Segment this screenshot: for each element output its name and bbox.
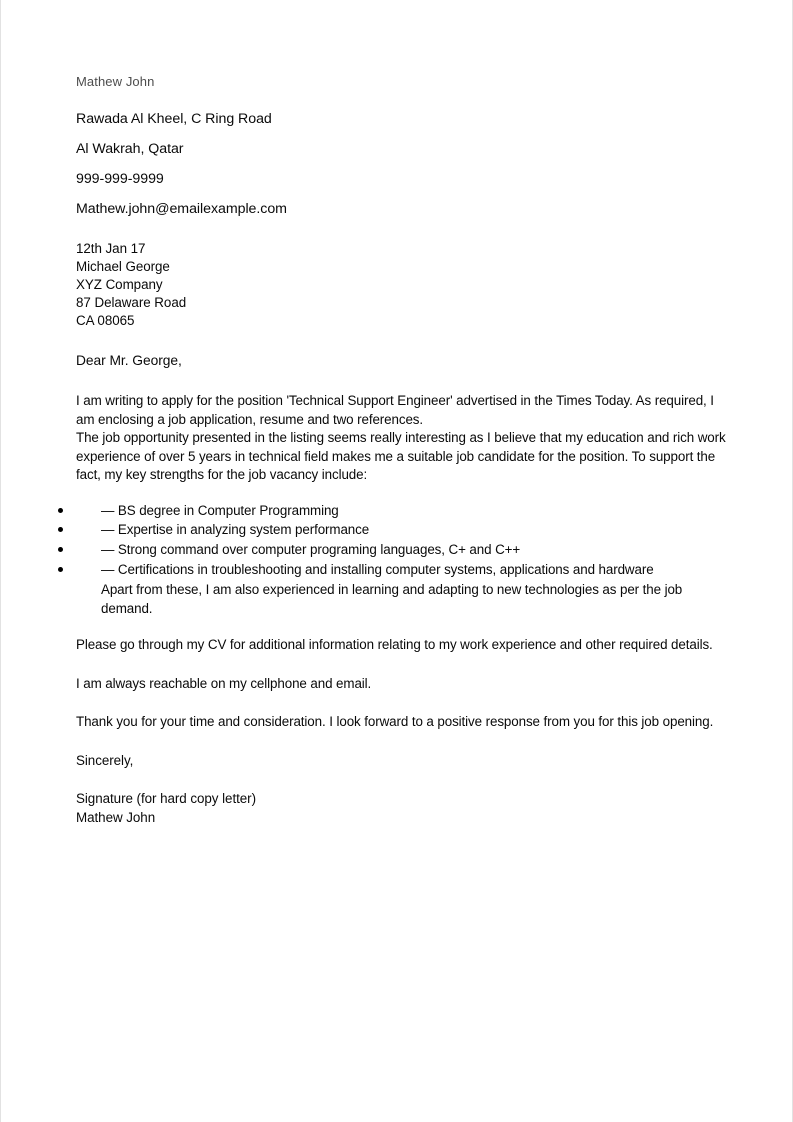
list-item	[76, 501, 726, 521]
list-item-text: — Expertise in analyzing system performance	[101, 522, 370, 538]
signature-note: Signature (for hard copy letter)	[76, 791, 257, 807]
list-item-text: — Strong command over computer programing languages, C+ and C++	[101, 542, 521, 558]
signoff: Sincerely,	[76, 752, 134, 768]
recipient-company: XYZ Company	[76, 277, 163, 292]
sender-city-line: Al Wakrah, Qatar	[76, 141, 184, 157]
document-page	[1, 0, 793, 1122]
letter-date: 12th Jan 17	[76, 241, 146, 256]
sender-address-line: Rawada Al Kheel, C Ring Road	[76, 111, 272, 127]
second-paragraph: The job opportunity presented in the listing seems really interesting as I believe that my education and rich work experience of over 5 years in technical field makes me a suitable job candidate for the position. To support the fact, my key strengths for the job vacancy include:	[76, 430, 726, 482]
list-item	[76, 540, 726, 560]
date-and-recipient-block	[76, 240, 726, 330]
key-strengths-list	[76, 501, 726, 620]
reachable-paragraph: I am always reachable on my cellphone and email.	[76, 675, 372, 691]
cv-paragraph: Please go through my CV for additional information relating to my work experience and other required details.	[76, 637, 713, 653]
bullet-icon	[58, 527, 63, 532]
intro-paragraph: I am writing to apply for the position 'Technical Support Engineer' advertised in the Times Today. As required, I am enclosing a job application, resume and two references.	[76, 393, 714, 427]
sender-email-line: Mathew.john@emailexample.com	[76, 201, 287, 217]
list-item-text: — Certifications in troubleshooting and installing computer systems, applications and hardware	[101, 561, 654, 577]
list-item	[76, 560, 726, 619]
cover-letter	[76, 74, 726, 827]
sender-name-header: Mathew John	[76, 74, 155, 89]
bullet-icon	[58, 508, 63, 513]
bullet-icon	[58, 547, 63, 552]
thanks-paragraph: Thank you for your time and consideration. I look forward to a positive response from you for this job opening.	[76, 714, 714, 730]
list-item	[76, 520, 726, 540]
recipient-street: 87 Delaware Road	[76, 295, 187, 310]
salutation: Dear Mr. George,	[76, 353, 182, 368]
bullet-icon	[58, 567, 63, 572]
recipient-city-zip: CA 08065	[76, 313, 135, 328]
recipient-name: Michael George	[76, 259, 170, 274]
list-item-continuation: Apart from these, I am also experienced in learning and adapting to new technologies as per the job demand.	[101, 581, 683, 617]
intro-block	[76, 392, 726, 485]
signature-name: Mathew John	[76, 809, 156, 825]
sender-phone-line: 999-999-9999	[76, 171, 164, 187]
signature-block	[76, 790, 726, 827]
list-item-text: — BS degree in Computer Programming	[101, 502, 339, 518]
